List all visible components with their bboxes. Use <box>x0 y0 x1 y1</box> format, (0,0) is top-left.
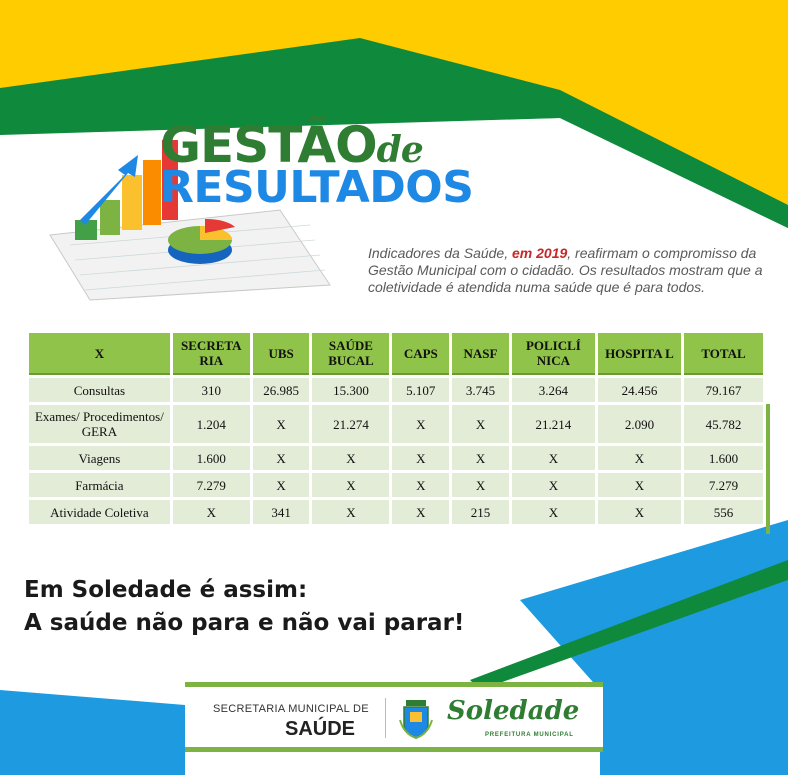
header-cell: SAÚDE BUCAL <box>312 333 389 375</box>
slogan-line2: A saúde não para e não vai parar! <box>24 610 465 636</box>
row-label: Consultas <box>29 378 170 402</box>
table-cell: X <box>173 500 250 524</box>
slogan-line1: Em Soledade é assim: <box>24 577 308 603</box>
table-cell: 45.782 <box>684 405 763 443</box>
table-cell: X <box>512 500 595 524</box>
table-cell: X <box>392 473 449 497</box>
header-cell: HOSPITA L <box>598 333 681 375</box>
table-cell: X <box>392 500 449 524</box>
table-cell: X <box>598 473 681 497</box>
table-cell: 310 <box>173 378 250 402</box>
table-cell: 26.985 <box>253 378 310 402</box>
table-cell: X <box>512 446 595 470</box>
secretaria-line1: SECRETARIA MUNICIPAL DE <box>213 703 369 715</box>
table-cell: X <box>512 473 595 497</box>
intro-before: Indicadores da Saúde, <box>368 245 512 261</box>
table-row <box>29 405 763 443</box>
header-cell: TOTAL <box>684 333 763 375</box>
table-cell: 21.274 <box>312 405 389 443</box>
row-label: Viagens <box>29 446 170 470</box>
header-cell: CAPS <box>392 333 449 375</box>
table-cell: 1.204 <box>173 405 250 443</box>
table-cell: X <box>392 405 449 443</box>
table-cell: X <box>312 500 389 524</box>
title-word-gestao: GESTÃO <box>160 116 377 174</box>
results-table-container <box>26 330 766 527</box>
table-row <box>29 378 763 402</box>
header-cell: X <box>29 333 170 375</box>
table-cell: X <box>452 446 509 470</box>
table-cell: 341 <box>253 500 310 524</box>
table-cell: X <box>598 446 681 470</box>
table-cell: X <box>253 473 310 497</box>
table-cell: 15.300 <box>312 378 389 402</box>
table-cell: X <box>598 500 681 524</box>
table-cell: X <box>253 446 310 470</box>
table-cell: 7.279 <box>173 473 250 497</box>
header-cell: UBS <box>253 333 310 375</box>
table-cell: X <box>392 446 449 470</box>
secretaria-line2: SAÚDE <box>285 718 356 740</box>
title-word-de: de <box>376 129 423 171</box>
row-label: Exames/ Procedimentos/ GERA <box>29 405 170 443</box>
row-label: Farmácia <box>29 473 170 497</box>
table-cell: 24.456 <box>598 378 681 402</box>
soledade-logo-subtitle: PREFEITURA MUNICIPAL <box>485 732 574 738</box>
footer-logos <box>185 682 603 752</box>
table-cell: 1.600 <box>684 446 763 470</box>
table-cell: X <box>452 405 509 443</box>
table-cell: 556 <box>684 500 763 524</box>
table-cell: X <box>452 473 509 497</box>
table-row <box>29 473 763 497</box>
soledade-logo: Soledade <box>447 696 580 726</box>
table-row <box>29 446 763 470</box>
table-header-row <box>29 333 763 375</box>
table-cell: 1.600 <box>173 446 250 470</box>
table-cell: 215 <box>452 500 509 524</box>
table-cell: X <box>312 473 389 497</box>
table-side-accent <box>766 404 770 534</box>
intro-highlight: em 2019 <box>512 245 568 261</box>
table-cell: 3.745 <box>452 378 509 402</box>
table-cell: 79.167 <box>684 378 763 402</box>
header-cell: SECRETA RIA <box>173 333 250 375</box>
intro-text <box>368 245 768 296</box>
city-crest-icon <box>398 698 434 740</box>
footer-bottom-stripe <box>185 747 603 752</box>
table-cell: X <box>312 446 389 470</box>
row-label: Atividade Coletiva <box>29 500 170 524</box>
table-cell: 2.090 <box>598 405 681 443</box>
slogan <box>24 574 464 640</box>
table-cell: 3.264 <box>512 378 595 402</box>
table-cell: 21.214 <box>512 405 595 443</box>
table-cell: X <box>253 405 310 443</box>
title-resultados: RESULTADOS <box>160 162 474 213</box>
footer-top-stripe <box>185 682 603 687</box>
table-row <box>29 500 763 524</box>
table-cell: 7.279 <box>684 473 763 497</box>
footer-divider <box>385 698 386 738</box>
results-table <box>26 330 766 527</box>
intro-after: , reafirmam o compromisso da Gestão Municipal com o cidadão. Os resultados mostram que a coletividade é atendida numa saúde que é para todos. <box>368 245 763 295</box>
table-cell: 5.107 <box>392 378 449 402</box>
header-cell: NASF <box>452 333 509 375</box>
header-cell: POLICLÍ NICA <box>512 333 595 375</box>
